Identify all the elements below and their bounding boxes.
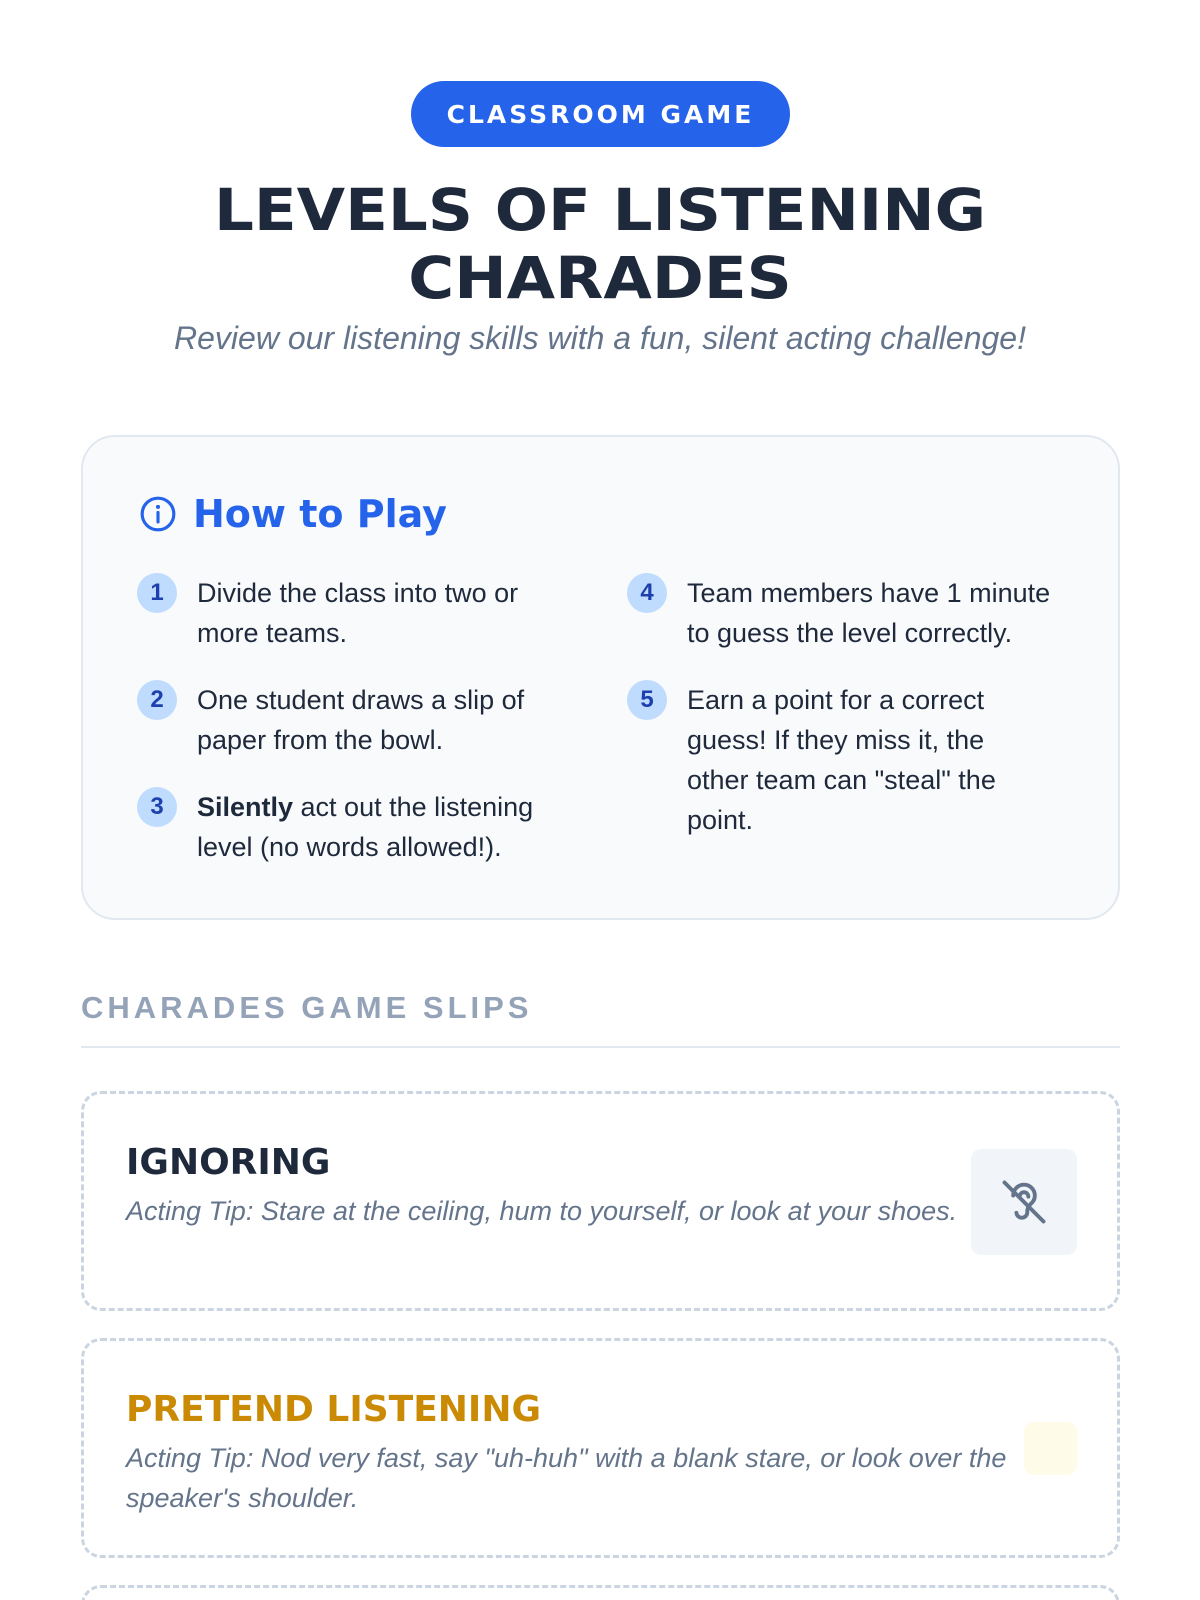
step-text: Earn a point for a correct guess! If they miss it, the other team can "steal" the point. bbox=[687, 685, 996, 835]
step-item bbox=[627, 680, 1047, 840]
slip-name: IGNORING bbox=[126, 1142, 331, 1183]
step-number: 1 bbox=[137, 573, 177, 613]
how-to-play-header bbox=[139, 492, 447, 536]
how-to-play-title: How to Play bbox=[193, 492, 447, 536]
page-title bbox=[60, 176, 1140, 312]
step-number: 2 bbox=[137, 680, 177, 720]
title-line-1: LEVELS OF LISTENING bbox=[213, 176, 987, 244]
category-badge: CLASSROOM GAME bbox=[411, 81, 790, 147]
slip-tip: Acting Tip: Stare at the ceiling, hum to yourself, or look at your shoes. bbox=[126, 1196, 958, 1226]
step-text bbox=[197, 787, 567, 867]
step-number: 3 bbox=[137, 787, 177, 827]
game-slip bbox=[81, 1585, 1120, 1600]
page-subtitle: Review our listening skills with a fun, silent acting challenge! bbox=[174, 320, 1026, 356]
ear-off-icon bbox=[998, 1176, 1050, 1228]
title-line-2: CHARADES bbox=[408, 244, 792, 312]
game-slip bbox=[81, 1338, 1120, 1558]
section-heading: CHARADES GAME SLIPS bbox=[81, 990, 533, 1025]
step-item bbox=[137, 787, 567, 867]
step-item bbox=[137, 680, 567, 760]
game-slip bbox=[81, 1091, 1120, 1311]
slip-tip: Acting Tip: Nod very fast, say "uh-huh" with a blank stare, or look over the speaker's shoulder. bbox=[126, 1443, 1007, 1513]
blank-icon bbox=[1024, 1422, 1077, 1475]
step-text: Divide the class into two or more teams. bbox=[197, 578, 519, 648]
step-text: One student draws a slip of paper from the bowl. bbox=[197, 685, 525, 755]
step-item bbox=[627, 573, 1077, 653]
step-text: Team members have 1 minute to guess the level correctly. bbox=[687, 578, 1051, 648]
step-number: 4 bbox=[627, 573, 667, 613]
slip-icon-box bbox=[971, 1149, 1077, 1255]
step-text-rest: act out the listening level (no words allowed!). bbox=[197, 792, 534, 862]
step-item bbox=[137, 573, 567, 653]
how-to-play-card bbox=[81, 435, 1120, 920]
section-divider bbox=[81, 1046, 1120, 1048]
slip-name: PRETEND LISTENING bbox=[126, 1389, 542, 1430]
step-number: 5 bbox=[627, 680, 667, 720]
step-emphasis: Silently bbox=[197, 792, 294, 822]
info-circle-icon bbox=[139, 495, 177, 533]
